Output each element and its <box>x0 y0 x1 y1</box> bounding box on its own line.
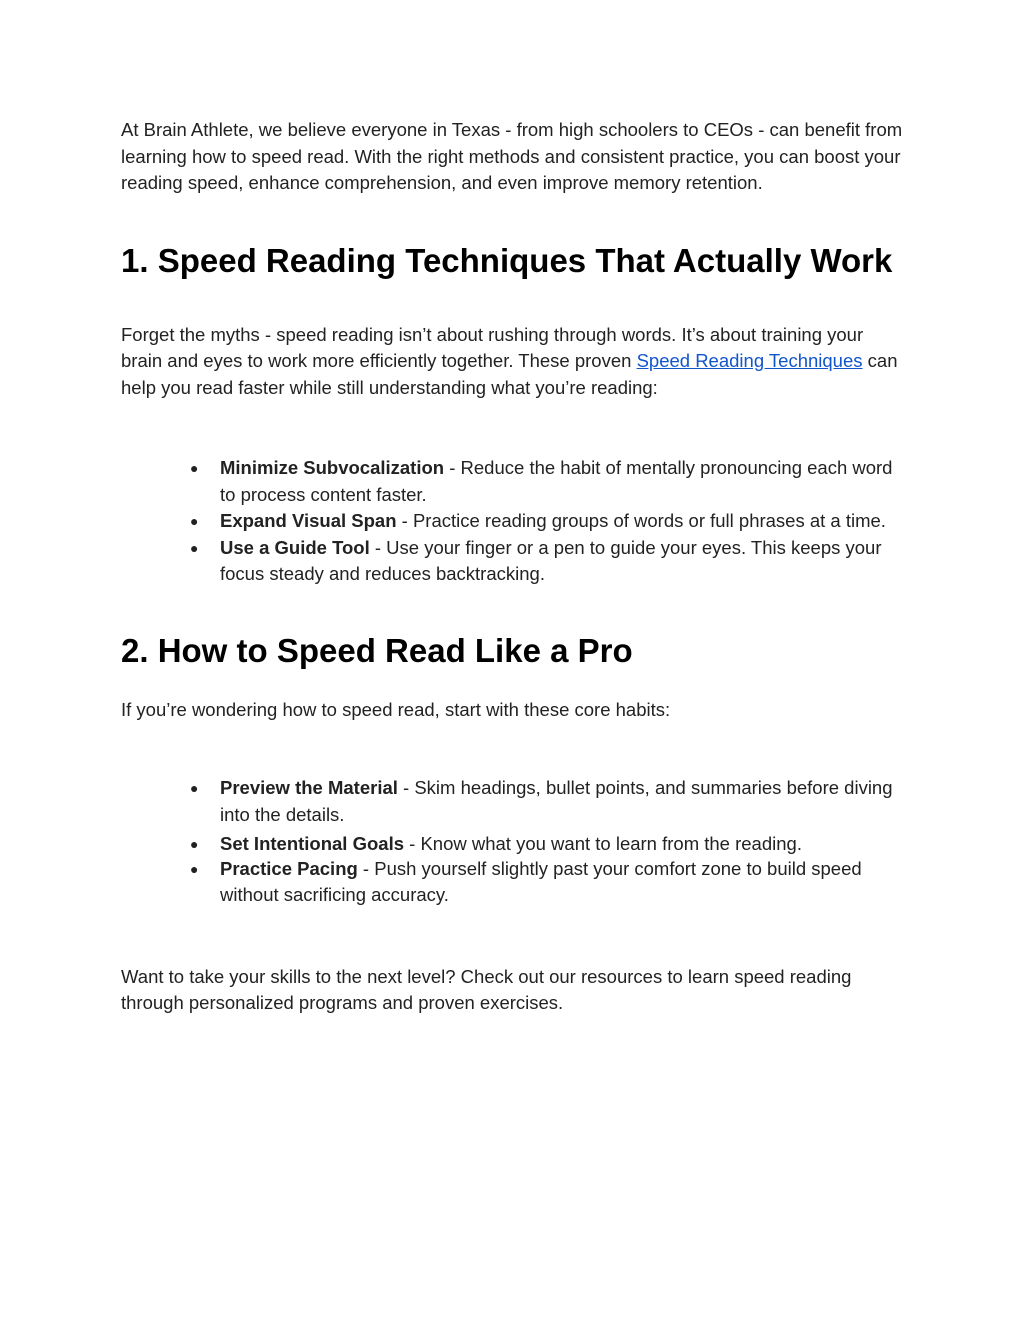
section1-heading: 1. Speed Reading Techniques That Actually Work <box>121 241 893 279</box>
bullet-icon: ● <box>190 836 199 852</box>
list-item <box>190 508 906 535</box>
closing-paragraph: Want to take your skills to the next level? Check out our resources to learn speed reading through personalized programs and proven exercises. <box>121 965 852 1013</box>
list-item-title: Expand Visual Span <box>220 510 397 531</box>
list-item-title: Practice Pacing <box>220 857 358 879</box>
list-item-text: - Push yourself slightly past your comfort zone to build speed without sacrificing accuracy. <box>220 857 862 905</box>
section1-bullet-list <box>121 455 906 588</box>
section1-paragraph-text: Forget the myths - speed reading isn’t about rushing through words. It’s about training your brain and eyes to work more efficiently together. These proven <box>121 323 864 371</box>
list-item <box>190 535 906 588</box>
list-item-title: Preview the Material <box>220 777 398 798</box>
list-item-title: Minimize Subvocalization <box>220 457 445 478</box>
bullet-icon: ● <box>190 539 199 556</box>
list-item <box>190 775 906 828</box>
speed-reading-techniques-link[interactable]: Speed Reading Techniques <box>636 350 863 371</box>
list-item-text: - Skim headings, bullet points, and summaries before diving into the details. <box>220 777 893 825</box>
list-item <box>190 455 906 508</box>
bullet-icon: ● <box>190 513 199 529</box>
intro-paragraph: At Brain Athlete, we believe everyone in Texas - from high schoolers to CEOs - can benefit from learning how to speed read. With the right methods and consistent practice, you can boost your reading speed, enhance comprehension, and even improve memory retention. <box>121 119 903 193</box>
section1-paragraph-text-end: can help you read faster while still understanding what you’re reading: <box>121 350 898 398</box>
section1-paragraph <box>121 322 906 402</box>
section2-heading: 2. How to Speed Read Like a Pro <box>121 631 633 669</box>
list-item-text: - Practice reading groups of words or full phrases at a time. <box>396 510 886 531</box>
bullet-icon: ● <box>190 780 199 796</box>
section2-bullet-list <box>121 775 906 909</box>
list-item <box>190 856 906 909</box>
bullet-icon: ● <box>190 860 199 877</box>
list-item-title: Set Intentional Goals <box>220 833 404 854</box>
section2-paragraph: If you’re wondering how to speed read, start with these core habits: <box>121 698 671 720</box>
document-page <box>121 117 906 1017</box>
list-item <box>190 831 906 858</box>
bullet-icon: ● <box>190 460 199 476</box>
list-item-title: Use a Guide Tool <box>220 536 370 558</box>
list-item-text: - Know what you want to learn from the reading. <box>404 833 802 854</box>
list-item-text: - Use your finger or a pen to guide your eyes. This keeps your focus steady and reduces backtracking. <box>220 536 882 584</box>
list-item-text: - Reduce the habit of mentally pronouncing each word to process content faster. <box>220 457 893 505</box>
